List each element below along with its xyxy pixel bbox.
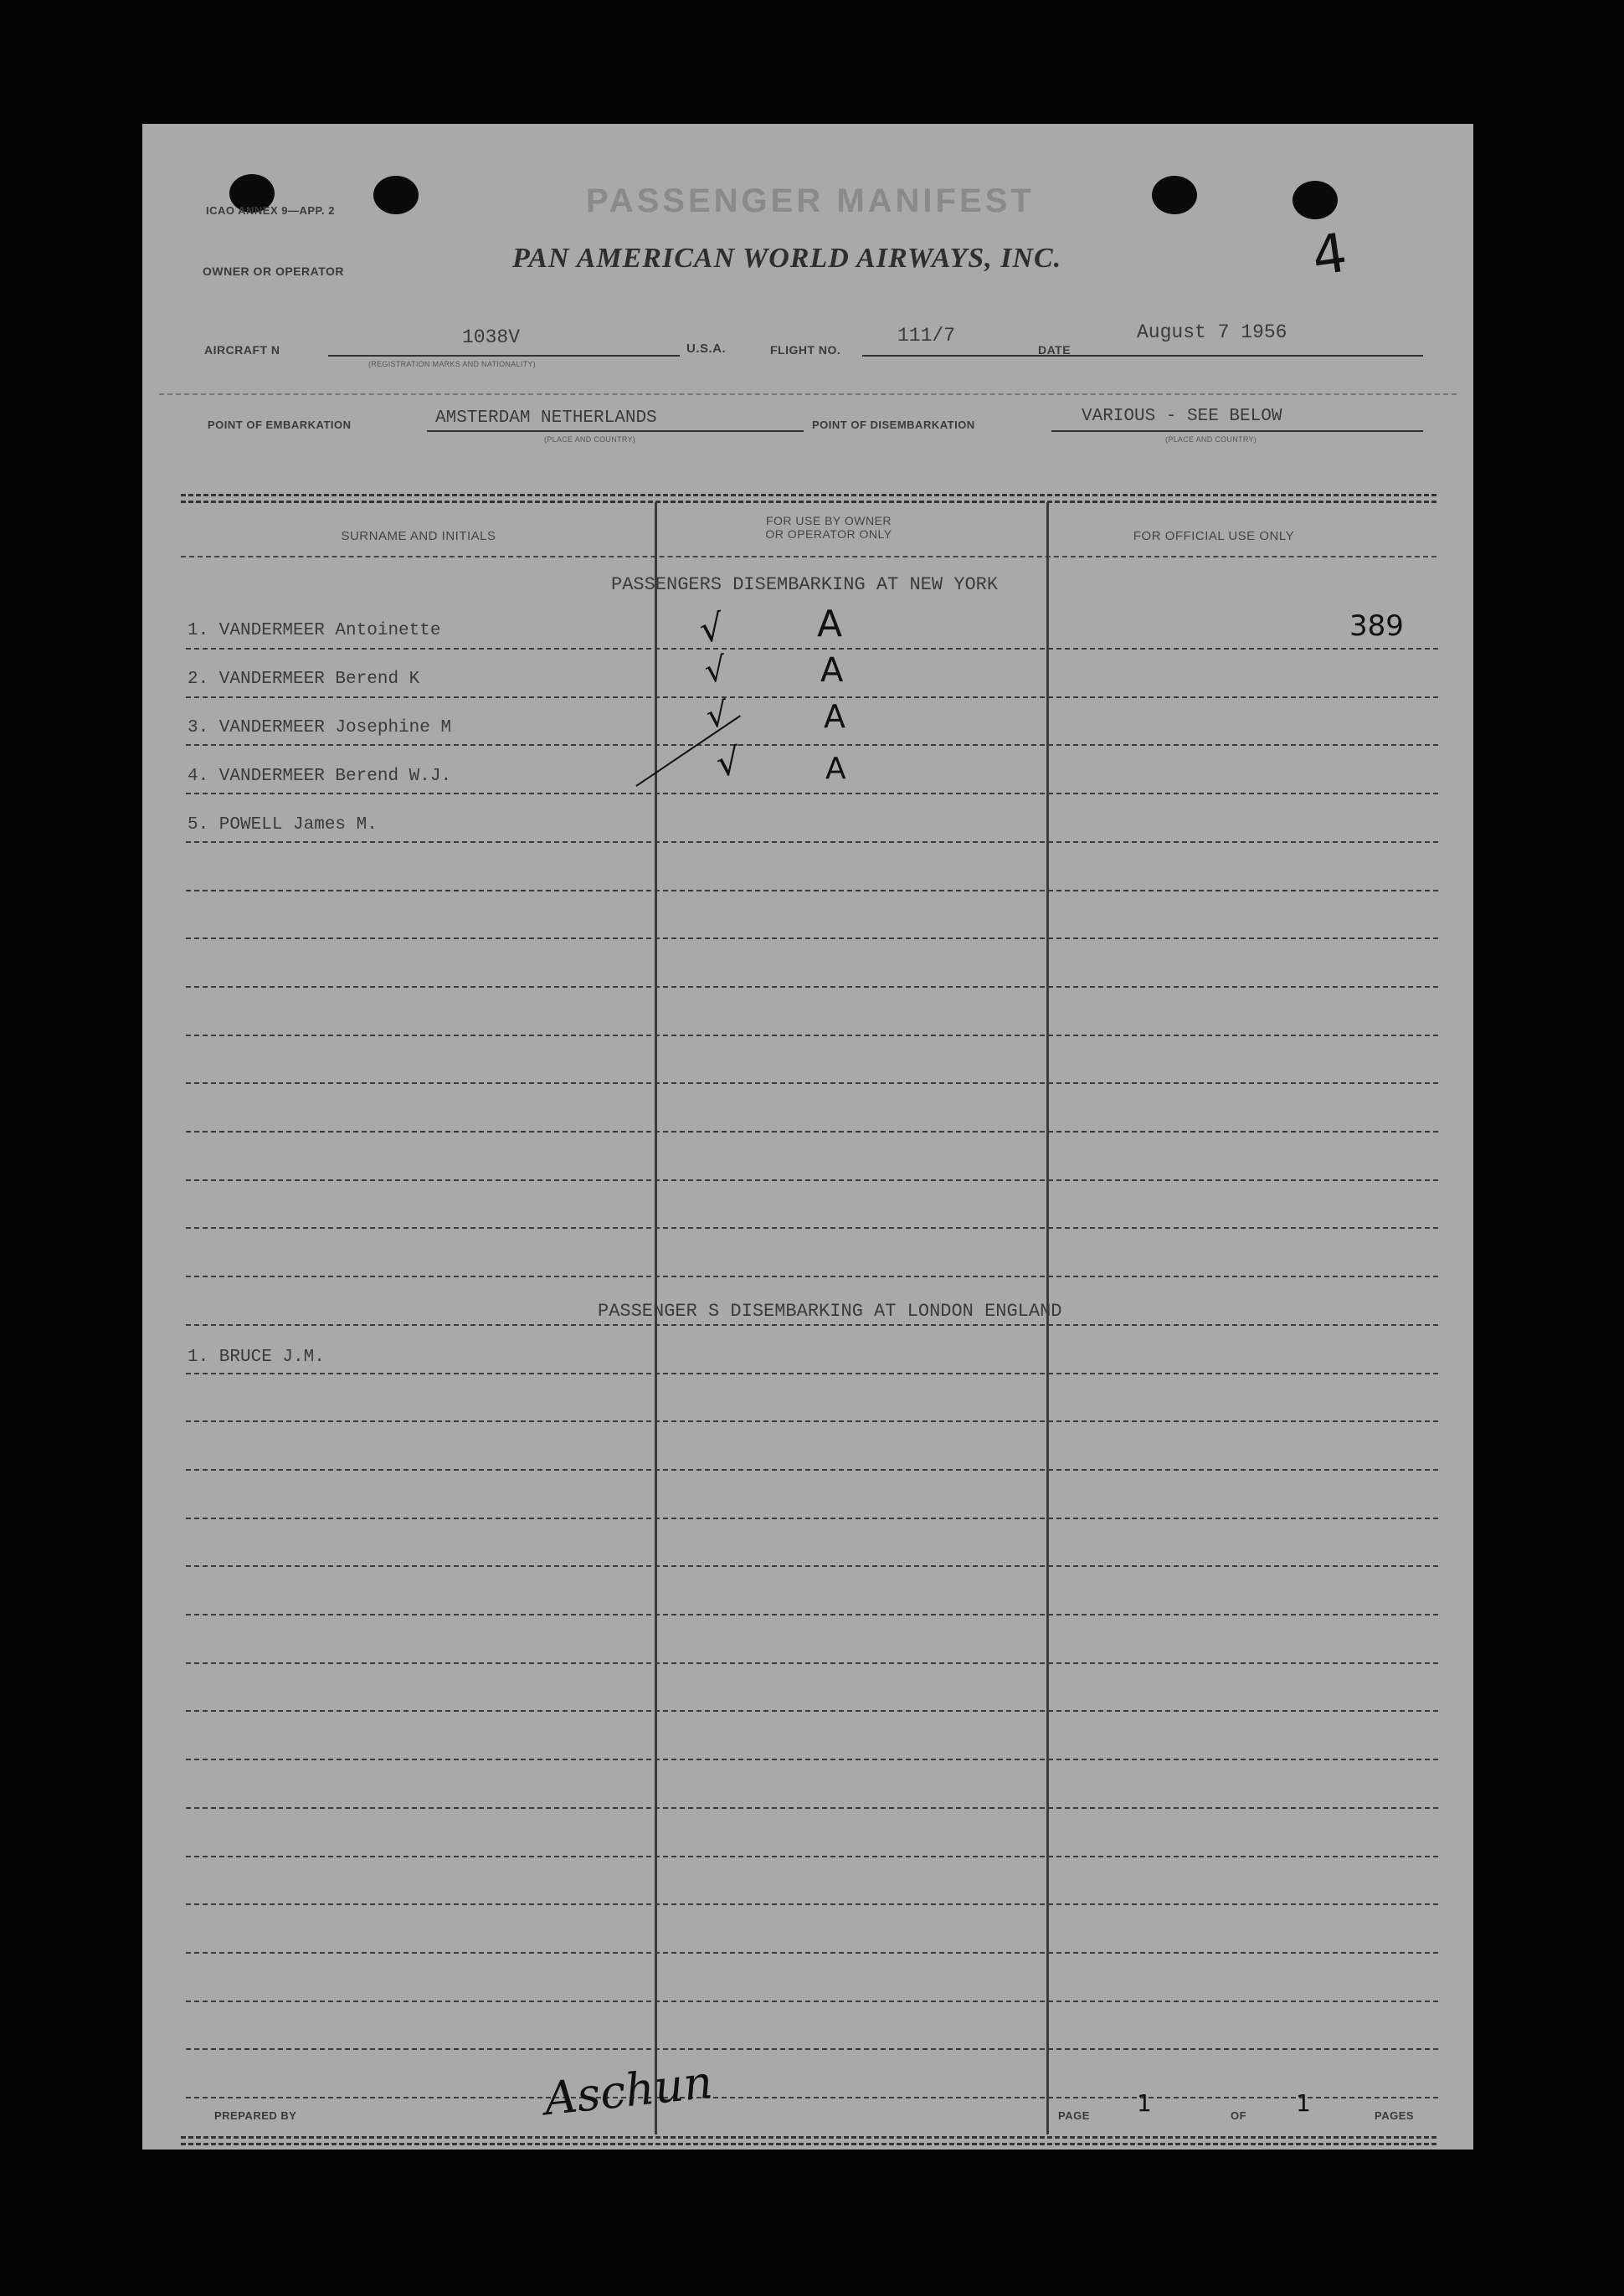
row-rule — [186, 1324, 1438, 1326]
row-rule — [186, 1035, 1438, 1036]
flight-value: 111/7 — [897, 325, 956, 347]
embark-underline — [427, 430, 804, 432]
passenger-name: 3. VANDERMEER Josephine M — [188, 718, 452, 737]
punch-hole-icon — [1152, 176, 1197, 214]
punch-hole-icon — [1293, 181, 1338, 219]
date-label: DATE — [1038, 343, 1072, 357]
col-official: FOR OFFICIAL USE ONLY — [1133, 529, 1295, 543]
col-surname: SURNAME AND INITIALS — [341, 529, 496, 543]
row-rule — [186, 1420, 1438, 1422]
disembark-note: (PLACE AND COUNTRY) — [1165, 435, 1257, 444]
of-label: OF — [1231, 2109, 1247, 2122]
embark-note: (PLACE AND COUNTRY) — [544, 435, 636, 444]
row-rule — [186, 1759, 1438, 1760]
page-value: 1 — [1137, 2089, 1152, 2117]
embark-value: AMSTERDAM NETHERLANDS — [435, 408, 657, 428]
header-bottom-rule — [181, 556, 1436, 557]
aircraft-value: 1038V — [462, 326, 521, 348]
passenger-name: 2. VANDERMEER Berend K — [188, 670, 420, 689]
section-heading-london: PASSENGER S DISEMBARKING AT LONDON ENGLAND — [598, 1301, 1062, 1322]
of-value: 1 — [1296, 2089, 1311, 2117]
status-mark: A — [817, 603, 843, 645]
row-rule — [186, 696, 1438, 698]
row-rule — [186, 648, 1438, 650]
col-owner-use-1: FOR USE BY OWNER — [765, 514, 892, 527]
row-rule — [186, 1710, 1438, 1712]
table-bottom-rule — [181, 2136, 1436, 2139]
row-rule — [186, 793, 1438, 794]
usa-label: U.S.A. — [686, 342, 727, 356]
row-rule — [186, 1662, 1438, 1664]
flight-label: FLIGHT NO. — [770, 343, 841, 357]
status-mark: A — [820, 651, 844, 690]
table-top-rule-2 — [181, 501, 1436, 503]
passenger-name: 1. BRUCE J.M. — [188, 1348, 325, 1367]
passenger-name: 1. VANDERMEER Antoinette — [188, 621, 441, 640]
table-top-rule — [181, 494, 1436, 496]
row-rule — [186, 937, 1438, 939]
row-rule — [186, 1082, 1438, 1084]
passenger-name: 5. POWELL James M. — [188, 815, 378, 835]
section-heading-new-york: PASSENGERS DISEMBARKING AT NEW YORK — [611, 574, 999, 595]
check-mark: √ — [713, 740, 743, 786]
status-mark: A — [824, 698, 845, 735]
page-label: PAGE — [1058, 2109, 1090, 2122]
registration-note: (REGISTRATION MARKS AND NATIONALITY) — [368, 360, 536, 368]
pages-label: PAGES — [1375, 2109, 1415, 2122]
row-rule — [186, 2001, 1438, 2002]
prepared-label: PREPARED BY — [214, 2109, 297, 2122]
table-bottom-rule-2 — [181, 2143, 1436, 2145]
row-rule — [186, 1373, 1438, 1374]
disembark-value: VARIOUS - SEE BELOW — [1082, 407, 1282, 426]
separator — [159, 393, 1457, 395]
official-number: 389 — [1349, 609, 1404, 643]
row-rule — [186, 1565, 1438, 1567]
row-rule — [186, 1952, 1438, 1954]
date-underline — [1088, 355, 1423, 357]
row-rule — [186, 1276, 1438, 1277]
row-rule — [186, 1807, 1438, 1809]
row-rule — [186, 1131, 1438, 1133]
row-rule — [186, 2048, 1438, 2050]
row-rule — [186, 1179, 1438, 1181]
date-value: August 7 1956 — [1137, 321, 1287, 343]
aircraft-label: AIRCRAFT N — [204, 343, 280, 357]
check-mark: √ — [702, 650, 729, 691]
signature: Aschun — [542, 2055, 716, 2126]
disembark-underline — [1051, 430, 1423, 432]
status-mark: A — [825, 752, 846, 786]
check-mark: √ — [696, 606, 727, 652]
row-rule — [186, 1614, 1438, 1615]
row-rule — [186, 986, 1438, 988]
row-rule — [186, 841, 1438, 843]
row-rule — [186, 1903, 1438, 1905]
punch-hole-icon — [373, 176, 419, 214]
col-owner-use-2: OR OPERATOR ONLY — [765, 527, 892, 541]
row-rule — [186, 1469, 1438, 1471]
page-mark: 4 — [1308, 222, 1351, 289]
manifest-sheet — [142, 124, 1473, 2150]
row-rule — [186, 890, 1438, 891]
form-title: PASSENGER MANIFEST — [586, 182, 1035, 219]
row-rule — [186, 1227, 1438, 1229]
row-rule — [186, 2097, 1438, 2098]
owner-label: OWNER OR OPERATOR — [203, 265, 344, 278]
row-rule — [186, 1518, 1438, 1519]
form-code: ICAO ANNEX 9—APP. 2 — [206, 204, 335, 217]
embark-label: POINT OF EMBARKATION — [208, 419, 352, 431]
company-name: PAN AMERICAN WORLD AIRWAYS, INC. — [512, 243, 1062, 274]
passenger-name: 4. VANDERMEER Berend W.J. — [188, 767, 452, 786]
row-rule — [186, 744, 1438, 746]
disembark-label: POINT OF DISEMBARKATION — [812, 419, 975, 431]
row-rule — [186, 1856, 1438, 1857]
aircraft-underline — [328, 355, 680, 357]
check-mark: √ — [703, 695, 731, 737]
